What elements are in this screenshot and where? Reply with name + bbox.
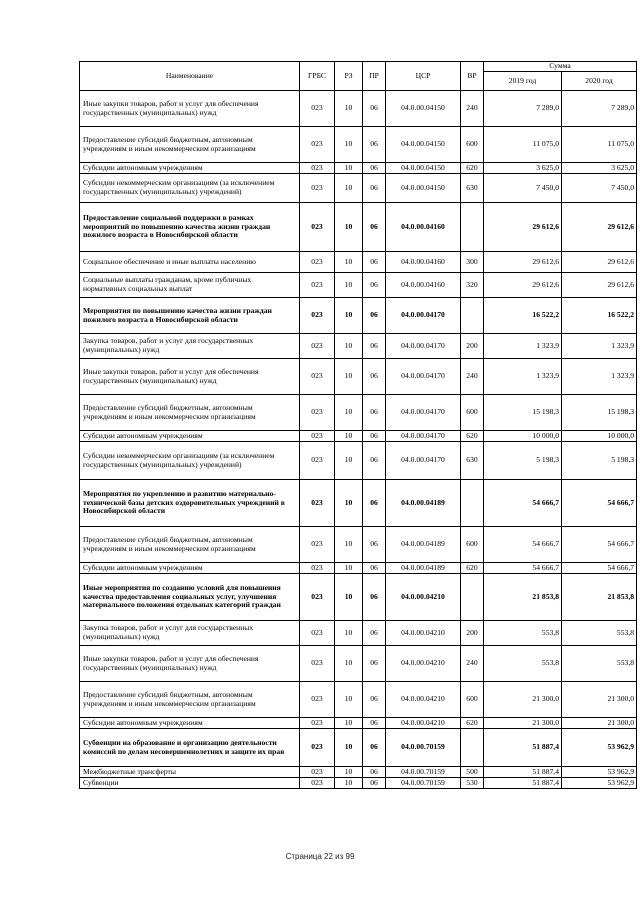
row-grbs: 023: [300, 395, 335, 431]
row-vr: 620: [461, 563, 484, 574]
table-row: [80, 174, 637, 203]
row-name: Мероприятия по укреплению и развитию материально-технической базы детских оздоровительных учреждений в Новосибирской области: [80, 480, 300, 527]
row-grbs: 023: [300, 359, 335, 395]
row-csr: 04.0.00.04189: [386, 480, 461, 527]
row-grbs: 023: [300, 298, 335, 334]
row-sum-2019: 54 666,7: [484, 527, 562, 563]
row-csr: 04.0.00.04189: [386, 527, 461, 563]
row-sum-2019: 21 300,0: [484, 718, 562, 729]
row-pr: 06: [363, 563, 386, 574]
row-sum-2020: 16 522,2: [562, 298, 637, 334]
row-vr: 620: [461, 431, 484, 442]
row-pr: 06: [363, 778, 386, 789]
row-rz: 10: [335, 621, 363, 646]
row-sum-2019: 51 887,4: [484, 767, 562, 778]
row-csr: 04.0.00.04160: [386, 273, 461, 298]
row-pr: 06: [363, 273, 386, 298]
row-pr: 06: [363, 174, 386, 203]
row-sum-2020: 53 962,9: [562, 729, 637, 767]
row-vr: 200: [461, 334, 484, 359]
row-pr: 06: [363, 646, 386, 682]
row-sum-2019: 21 853,8: [484, 574, 562, 621]
row-grbs: 023: [300, 480, 335, 527]
row-grbs: 023: [300, 778, 335, 789]
row-csr: 04.0.00.04170: [386, 298, 461, 334]
row-grbs: 023: [300, 127, 335, 163]
row-rz: 10: [335, 174, 363, 203]
row-sum-2020: 7 289,0: [562, 91, 637, 127]
table-row: [80, 621, 637, 646]
row-sum-2019: 16 522,2: [484, 298, 562, 334]
row-rz: 10: [335, 480, 363, 527]
row-pr: 06: [363, 395, 386, 431]
header-vr: ВР: [461, 62, 484, 91]
row-sum-2020: 1 323,9: [562, 334, 637, 359]
row-grbs: 023: [300, 527, 335, 563]
row-pr: 06: [363, 252, 386, 273]
row-rz: 10: [335, 767, 363, 778]
row-rz: 10: [335, 298, 363, 334]
row-pr: 06: [363, 203, 386, 252]
row-sum-2020: 7 450,0: [562, 174, 637, 203]
row-vr: 600: [461, 682, 484, 718]
row-sum-2019: 51 887,4: [484, 729, 562, 767]
row-name: Межбюджетные трансферты: [80, 767, 300, 778]
row-vr: 600: [461, 395, 484, 431]
row-name: Субсидии автономным учреждениям: [80, 718, 300, 729]
row-rz: 10: [335, 682, 363, 718]
row-rz: 10: [335, 778, 363, 789]
row-rz: 10: [335, 334, 363, 359]
row-pr: 06: [363, 621, 386, 646]
row-vr: 600: [461, 127, 484, 163]
row-pr: 06: [363, 442, 386, 480]
row-rz: 10: [335, 163, 363, 174]
row-sum-2019: 54 666,7: [484, 563, 562, 574]
row-csr: 04.0.00.70159: [386, 767, 461, 778]
table-row: [80, 359, 637, 395]
row-sum-2020: 15 198,3: [562, 395, 637, 431]
row-pr: 06: [363, 682, 386, 718]
table-row: [80, 252, 637, 273]
row-rz: 10: [335, 527, 363, 563]
table-row: [80, 767, 637, 778]
row-pr: 06: [363, 127, 386, 163]
row-sum-2019: 54 666,7: [484, 480, 562, 527]
header-csr: ЦСР: [386, 62, 461, 91]
table-header-row: [80, 62, 637, 72]
header-grbs: ГРБС: [300, 62, 335, 91]
row-grbs: 023: [300, 273, 335, 298]
row-name: Иные мероприятия по созданию условий для повышения качества предоставления социальных услуг, улучшения материального положения отдельных категорий граждан: [80, 574, 300, 621]
row-name: Субсидии автономным учреждениям: [80, 431, 300, 442]
row-csr: 04.0.00.04210: [386, 682, 461, 718]
row-sum-2020: 3 625,0: [562, 163, 637, 174]
row-name: Субвенции на образование и организацию деятельности комиссий по делам несовершеннолетних и защите их прав: [80, 729, 300, 767]
table-row: [80, 527, 637, 563]
row-vr: [461, 574, 484, 621]
row-vr: [461, 203, 484, 252]
row-sum-2020: 29 612,6: [562, 252, 637, 273]
row-csr: 04.0.00.04150: [386, 127, 461, 163]
row-rz: 10: [335, 646, 363, 682]
row-grbs: 023: [300, 252, 335, 273]
row-sum-2020: 29 612,6: [562, 203, 637, 252]
row-vr: 240: [461, 91, 484, 127]
row-name: Иные закупки товаров, работ и услуг для обеспечения государственных (муниципальных) нужд: [80, 646, 300, 682]
row-sum-2019: 7 289,0: [484, 91, 562, 127]
row-sum-2020: 553,8: [562, 621, 637, 646]
table-row: [80, 163, 637, 174]
row-name: Субсидии автономным учреждениям: [80, 563, 300, 574]
row-name: Субсидии автономным учреждениям: [80, 163, 300, 174]
row-grbs: 023: [300, 621, 335, 646]
row-name: Предоставление социальной поддержки в рамках мероприятий по повышению качества жизни граждан пожилого возраста в Новосибирской области: [80, 203, 300, 252]
row-csr: 04.0.00.04210: [386, 718, 461, 729]
row-vr: 500: [461, 767, 484, 778]
row-pr: 06: [363, 718, 386, 729]
row-vr: 240: [461, 359, 484, 395]
row-name: Субвенции: [80, 778, 300, 789]
row-name: Предоставление субсидий бюджетным, автономным учреждениям и иным некоммерческим организациям: [80, 395, 300, 431]
row-sum-2020: 54 666,7: [562, 527, 637, 563]
row-rz: 10: [335, 563, 363, 574]
table-row: [80, 563, 637, 574]
row-sum-2020: 53 962,9: [562, 778, 637, 789]
row-grbs: 023: [300, 163, 335, 174]
row-pr: 06: [363, 163, 386, 174]
row-name: Иные закупки товаров, работ и услуг для обеспечения государственных (муниципальных) нужд: [80, 359, 300, 395]
table-row: [80, 273, 637, 298]
row-sum-2020: 54 666,7: [562, 480, 637, 527]
row-grbs: 023: [300, 431, 335, 442]
row-sum-2019: 29 612,6: [484, 252, 562, 273]
row-sum-2019: 553,8: [484, 646, 562, 682]
row-name: Закупка товаров, работ и услуг для государственных (муниципальных) нужд: [80, 621, 300, 646]
row-vr: 240: [461, 646, 484, 682]
row-name: Мероприятия по повышению качества жизни граждан пожилого возраста в Новосибирской области: [80, 298, 300, 334]
row-name: Предоставление субсидий бюджетным, автономным учреждениям и иным некоммерческим организациям: [80, 682, 300, 718]
row-rz: 10: [335, 273, 363, 298]
row-pr: 06: [363, 298, 386, 334]
row-sum-2020: 21 300,0: [562, 682, 637, 718]
table-row: [80, 127, 637, 163]
row-pr: 06: [363, 527, 386, 563]
row-csr: 04.0.00.04150: [386, 91, 461, 127]
row-name: Иные закупки товаров, работ и услуг для обеспечения государственных (муниципальных) нужд: [80, 91, 300, 127]
row-sum-2020: 21 853,8: [562, 574, 637, 621]
row-pr: 06: [363, 431, 386, 442]
row-sum-2020: 1 323,9: [562, 359, 637, 395]
row-vr: [461, 729, 484, 767]
table-row: [80, 778, 637, 789]
table-row: [80, 395, 637, 431]
table-row: [80, 574, 637, 621]
row-grbs: 023: [300, 91, 335, 127]
table-row: [80, 718, 637, 729]
row-rz: 10: [335, 718, 363, 729]
row-rz: 10: [335, 431, 363, 442]
row-vr: 630: [461, 174, 484, 203]
row-csr: 04.0.00.70159: [386, 778, 461, 789]
row-grbs: 023: [300, 174, 335, 203]
table-row: [80, 729, 637, 767]
row-csr: 04.0.00.70159: [386, 729, 461, 767]
row-sum-2019: 5 198,3: [484, 442, 562, 480]
row-csr: 04.0.00.04170: [386, 431, 461, 442]
row-pr: 06: [363, 91, 386, 127]
row-name: Социальные выплаты гражданам, кроме публичных нормативных социальных выплат: [80, 273, 300, 298]
row-vr: 530: [461, 778, 484, 789]
table-row: [80, 646, 637, 682]
row-vr: 320: [461, 273, 484, 298]
row-rz: 10: [335, 359, 363, 395]
header-sum: Сумма: [484, 62, 637, 72]
row-grbs: 023: [300, 563, 335, 574]
row-vr: 600: [461, 527, 484, 563]
row-name: Социальное обеспечение и иные выплаты населению: [80, 252, 300, 273]
row-sum-2020: 53 962,9: [562, 767, 637, 778]
row-csr: 04.0.00.04170: [386, 395, 461, 431]
row-sum-2020: 11 075,0: [562, 127, 637, 163]
row-vr: 200: [461, 621, 484, 646]
row-grbs: 023: [300, 574, 335, 621]
row-grbs: 023: [300, 334, 335, 359]
row-sum-2019: 51 887,4: [484, 778, 562, 789]
table-row: [80, 298, 637, 334]
row-name: Субсидии некоммерческим организациям (за исключением государственных (муниципальных) учреждений): [80, 442, 300, 480]
row-name: Субсидии некоммерческим организациям (за исключением государственных (муниципальных) учреждений): [80, 174, 300, 203]
header-pr: ПР: [363, 62, 386, 91]
budget-table: [79, 61, 637, 789]
row-sum-2020: 29 612,6: [562, 273, 637, 298]
row-csr: 04.0.00.04210: [386, 621, 461, 646]
header-name: Наименование: [80, 62, 300, 91]
table-body: [80, 91, 637, 789]
row-csr: 04.0.00.04160: [386, 203, 461, 252]
table-row: [80, 334, 637, 359]
table-row: [80, 431, 637, 442]
row-vr: 620: [461, 718, 484, 729]
row-sum-2019: 11 075,0: [484, 127, 562, 163]
row-csr: 04.0.00.04170: [386, 442, 461, 480]
row-csr: 04.0.00.04150: [386, 163, 461, 174]
row-sum-2019: 15 198,3: [484, 395, 562, 431]
row-pr: 06: [363, 767, 386, 778]
row-sum-2019: 21 300,0: [484, 682, 562, 718]
row-rz: 10: [335, 395, 363, 431]
table-row: [80, 682, 637, 718]
row-sum-2020: 5 198,3: [562, 442, 637, 480]
row-csr: 04.0.00.04210: [386, 574, 461, 621]
row-grbs: 023: [300, 203, 335, 252]
row-sum-2020: 54 666,7: [562, 563, 637, 574]
row-rz: 10: [335, 442, 363, 480]
row-sum-2019: 553,8: [484, 621, 562, 646]
row-sum-2019: 1 323,9: [484, 359, 562, 395]
row-csr: 04.0.00.04150: [386, 174, 461, 203]
row-rz: 10: [335, 729, 363, 767]
row-vr: [461, 298, 484, 334]
row-sum-2020: 553,8: [562, 646, 637, 682]
row-vr: 620: [461, 163, 484, 174]
row-rz: 10: [335, 127, 363, 163]
row-grbs: 023: [300, 718, 335, 729]
row-grbs: 023: [300, 767, 335, 778]
row-sum-2019: 3 625,0: [484, 163, 562, 174]
row-sum-2020: 21 300,0: [562, 718, 637, 729]
row-sum-2019: 7 450,0: [484, 174, 562, 203]
row-vr: [461, 480, 484, 527]
row-grbs: 023: [300, 729, 335, 767]
row-csr: 04.0.00.04160: [386, 252, 461, 273]
row-rz: 10: [335, 252, 363, 273]
row-pr: 06: [363, 729, 386, 767]
row-sum-2019: 10 000,0: [484, 431, 562, 442]
row-pr: 06: [363, 480, 386, 527]
header-year-2019: 2019 год: [484, 72, 562, 91]
row-csr: 04.0.00.04210: [386, 646, 461, 682]
row-grbs: 023: [300, 646, 335, 682]
row-sum-2019: 1 323,9: [484, 334, 562, 359]
header-rz: РЗ: [335, 62, 363, 91]
row-sum-2019: 29 612,6: [484, 273, 562, 298]
row-pr: 06: [363, 359, 386, 395]
row-rz: 10: [335, 203, 363, 252]
table-row: [80, 442, 637, 480]
row-grbs: 023: [300, 682, 335, 718]
row-pr: 06: [363, 574, 386, 621]
table-row: [80, 91, 637, 127]
table-row: [80, 480, 637, 527]
row-name: Закупка товаров, работ и услуг для государственных (муниципальных) нужд: [80, 334, 300, 359]
row-sum-2020: 10 000,0: [562, 431, 637, 442]
row-vr: 630: [461, 442, 484, 480]
row-csr: 04.0.00.04170: [386, 334, 461, 359]
row-rz: 10: [335, 574, 363, 621]
page-number: Страница 22 из 99: [285, 852, 355, 861]
row-pr: 06: [363, 334, 386, 359]
table-row: [80, 203, 637, 252]
row-csr: 04.0.00.04189: [386, 563, 461, 574]
row-csr: 04.0.00.04170: [386, 359, 461, 395]
header-year-2020: 2020 год: [562, 72, 637, 91]
row-rz: 10: [335, 91, 363, 127]
row-grbs: 023: [300, 442, 335, 480]
row-name: Предоставление субсидий бюджетным, автономным учреждениям и иным некоммерческим организациям: [80, 127, 300, 163]
row-name: Предоставление субсидий бюджетным, автономным учреждениям и иным некоммерческим организациям: [80, 527, 300, 563]
row-vr: 300: [461, 252, 484, 273]
row-sum-2019: 29 612,6: [484, 203, 562, 252]
